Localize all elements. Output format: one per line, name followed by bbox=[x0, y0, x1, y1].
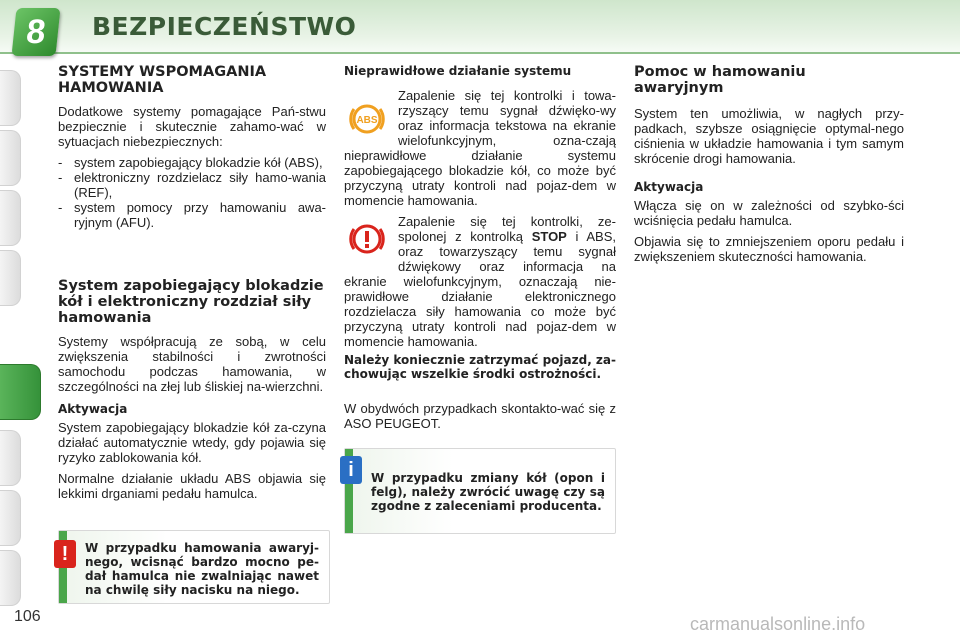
activation-title: Aktywacja bbox=[58, 402, 128, 416]
section-heading-braking-systems: SYSTEMY WSPOMAGANIA HAMOWANIA bbox=[58, 64, 267, 96]
column-right bbox=[634, 64, 904, 270]
activation-paragraph-2: Normalne działanie układu ABS objawia się lekkimi drganiami pedału hamulca. bbox=[58, 471, 326, 501]
info-box bbox=[344, 448, 616, 534]
ref-malfunction-paragraph bbox=[344, 214, 616, 349]
activation-title-right: Aktywacja bbox=[634, 180, 704, 194]
list-item: - system pomocy przy hamowaniu awa-ryjnym (AFU). bbox=[58, 200, 326, 230]
chapter-tab-10[interactable] bbox=[0, 490, 21, 546]
column-middle bbox=[344, 64, 616, 82]
systems-list bbox=[58, 155, 326, 230]
header-divider bbox=[0, 52, 960, 54]
emergency-braking-paragraph: System ten umożliwia, w nagłych przy-padkach, szybsze osiągnięcie optymal-nego ciśnienia w układzie hamowania i tym samym skrócenie drogi hamowania. bbox=[634, 106, 904, 166]
page-title: BEZPIECZEŃSTWO bbox=[92, 12, 357, 41]
chapter-tab-8-active[interactable] bbox=[0, 364, 41, 420]
abs-malfunction-paragraph: Zapalenie się tej kontrolki i towa-rzyszący temu sygnał dźwięko-wy oraz informacja tekstowa na ekranie wielofunkcyjnym, ozna-czają nieprawidłowe działanie systemu zapobiegającego blokadzie kół, co może być przyczyną utraty kontroli nad pojaz-dem w momencie hamowania. bbox=[344, 88, 616, 208]
chapter-tab-9[interactable] bbox=[0, 430, 21, 486]
ref-paragraph-part-1: Zapalenie się tej kontrolki, ze-spolonej z kontrolką bbox=[398, 214, 616, 244]
icon-spacer bbox=[344, 214, 398, 272]
activation-paragraph-1: System zapobiegający blokadzie kół za-czyna działać automatycznie wtedy, gdy pojawia się ryzyko zablokowania kół. bbox=[58, 420, 326, 465]
abs-malfunction-block bbox=[344, 88, 616, 214]
stop-label: STOP bbox=[531, 229, 567, 244]
warning-box bbox=[58, 530, 330, 604]
chapter-tab-4[interactable] bbox=[0, 250, 21, 306]
icon-spacer bbox=[344, 88, 398, 146]
abs-icon-label: ABS bbox=[356, 115, 378, 126]
warning-exclamation-icon: ! bbox=[54, 540, 76, 568]
column-left bbox=[58, 64, 326, 507]
chapter-tab-2[interactable] bbox=[0, 130, 21, 186]
contact-dealer-paragraph: W obydwóch przypadkach skontakto-wać się z ASO PEUGEOT. bbox=[344, 401, 616, 431]
chapter-badge: 8 bbox=[11, 8, 60, 56]
list-item: - system zapobiegający blokadzie kół (ABS), bbox=[58, 155, 326, 170]
chapter-tab-11[interactable] bbox=[0, 550, 21, 606]
info-box-text: W przypadku zmiany kół (opon i felg), należy zwrócić uwagę czy są zgodne z zaleceniami producenta. bbox=[371, 471, 605, 513]
ref-malfunction-block bbox=[344, 214, 616, 437]
page-number: 106 bbox=[14, 608, 41, 625]
stop-vehicle-note: Należy koniecznie zatrzymać pojazd, za-chowując wszelkie środki ostrożności. bbox=[344, 353, 616, 381]
section-heading-malfunction: Nieprawidłowe działanie systemu bbox=[344, 64, 572, 78]
info-i-icon: i bbox=[340, 456, 362, 484]
chapter-tab-3[interactable] bbox=[0, 190, 21, 246]
list-item: - elektroniczny rozdzielacz siły hamo-wania (REF), bbox=[58, 170, 326, 200]
warning-box-text: W przypadku hamowania awaryj-nego, wcisnąć bardzo mocno pe-dał hamulca nie zwalniając nawet na chwilę siły nacisku na niego. bbox=[85, 541, 319, 597]
activation-speed-paragraph: Włącza się on w zależności od szybko-ści wciśnięcia pedału hamulca. bbox=[634, 198, 904, 228]
abs-paragraph: Systemy współpracują ze sobą, w celu zwiększenia stabilności i zwrotności samochodu podczas hamowania, w szczególności na złej lub śliskiej na-wierzchni. bbox=[58, 334, 326, 394]
ref-paragraph-part-2: i ABS, oraz towarzyszący temu sygnał dźwiękowy oraz informacja na ekranie wielofunkcyjnym, oznaczają nie-prawidłowe działanie elektronicznego rozdzielacza siły hamowania co może być przyczyną utraty kontroli nad pojaz-dem w momencie hamowania. bbox=[344, 229, 616, 349]
intro-paragraph: Dodatkowe systemy pomagające Pań-stwu bezpiecznie i skutecznie zahamo-wać w sytuacjach niebezpiecznych: bbox=[58, 104, 326, 149]
chapter-tab-1[interactable] bbox=[0, 70, 21, 126]
watermark: carmanualsonline.info bbox=[690, 614, 866, 634]
pedal-resistance-paragraph: Objawia się to zmniejszeniem oporu pedału i zwiększeniem skuteczności hamowania. bbox=[634, 234, 904, 264]
section-heading-emergency-braking: Pomoc w hamowaniu awaryjnym bbox=[634, 64, 806, 96]
section-heading-abs-ref: System zapobiegający blokadzie kół i elektroniczny rozdział siły hamowania bbox=[58, 278, 324, 326]
